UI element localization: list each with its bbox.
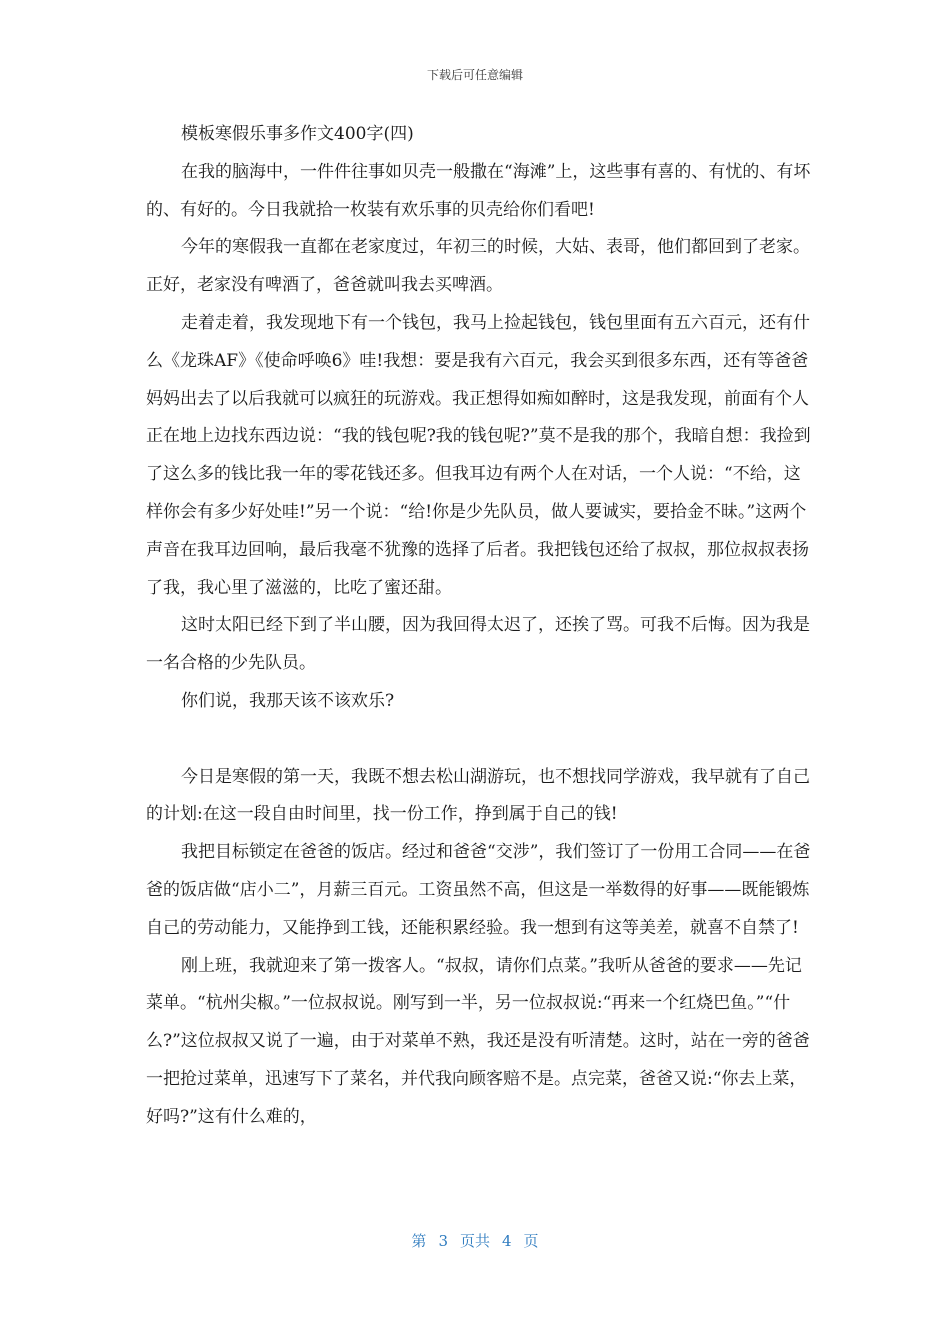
document-body xyxy=(146,116,814,1137)
footer-label-page: 第 xyxy=(411,1232,427,1250)
essay-title: 模板寒假乐事多作文400字(四) xyxy=(181,124,414,144)
footer-total-pages: 4 xyxy=(502,1232,512,1250)
paragraph: 今日是寒假的第一天，我既不想去松山湖游玩，也不想找同学游戏，我早就有了自己的计划:在这一段自由时间里，找一份工作，挣到属于自己的钱! xyxy=(146,766,810,825)
paragraph: 这时太阳已经下到了半山腰，因为我回得太迟了，还挨了骂。可我不后悔。因为我是一名合格的少先队员。 xyxy=(146,615,810,674)
paragraph: 在我的脑海中，一件件往事如贝壳一般撒在“海滩”上，这些事有喜的、有忧的、有坏的、有好的。今日我就拾一枚装有欢乐事的贝壳给你们看吧! xyxy=(146,161,811,220)
footer-label-mid: 页共 xyxy=(459,1232,490,1250)
page-header: 下载后可任意编辑 xyxy=(426,68,523,82)
footer-current-page: 3 xyxy=(438,1232,448,1250)
page-footer xyxy=(0,1230,950,1251)
paragraph: 今年的寒假我一直都在老家度过，年初三的时候，大姑、表哥，他们都回到了老家。正好，老家没有啤酒了，爸爸就叫我去买啤酒。 xyxy=(146,237,810,296)
paragraph: 走着走着，我发现地下有一个钱包，我马上捡起钱包，钱包里面有五六百元，还有什么《龙珠AF》《使命呼唤6》哇!我想：要是我有六百元，我会买到很多东西，还有等爸爸妈妈出去了以后我就可以疯狂的玩游戏。我正想得如痴如醉时，这是我发现，前面有个人正在地上边找东西边说：“我的钱包呢?我的钱包呢?”莫不是我的那个，我暗自想：我捡到了这么多的钱比我一年的零花钱还多。但我耳边有两个人在对话，一个人说：“不给，这样你会有多少好处哇!”另一个说：“给!你是少先队员，做人要诚实，要拾金不昧。”这两个声音在我耳边回响，最后我毫不犹豫的选择了后者。我把钱包还给了叔叔，那位叔叔表扬了我，我心里了滋滋的，比吃了蜜还甜。 xyxy=(146,312,811,598)
paragraph: 刚上班，我就迎来了第一拨客人。“叔叔，请你们点菜。”我听从爸爸的要求——先记菜单。“杭州尖椒。”一位叔叔说。刚写到一半，另一位叔叔说:“再来一个红烧巴鱼。”“什么?”这位叔叔又说了一遍，由于对菜单不熟，我还是没有听清楚。这时，站在一旁的爸爸一把抢过菜单，迅速写下了菜名，并代我向顾客赔不是。点完菜，爸爸又说:“你去上菜，好吗?”这有什么难的， xyxy=(146,955,810,1127)
footer-label-end: 页 xyxy=(523,1232,539,1250)
section-spacer xyxy=(146,721,814,759)
paragraph: 你们说，我那天该不该欢乐? xyxy=(181,690,395,711)
paragraph: 我把目标锁定在爸爸的饭店。经过和爸爸“交涉”，我们签订了一份用工合同——在爸爸的饭店做“店小二”，月薪三百元。工资虽然不高，但这是一举数得的好事——既能锻炼自己的劳动能力，又能挣到工钱，还能积累经验。我一想到有这等美差，就喜不自禁了! xyxy=(146,842,811,938)
